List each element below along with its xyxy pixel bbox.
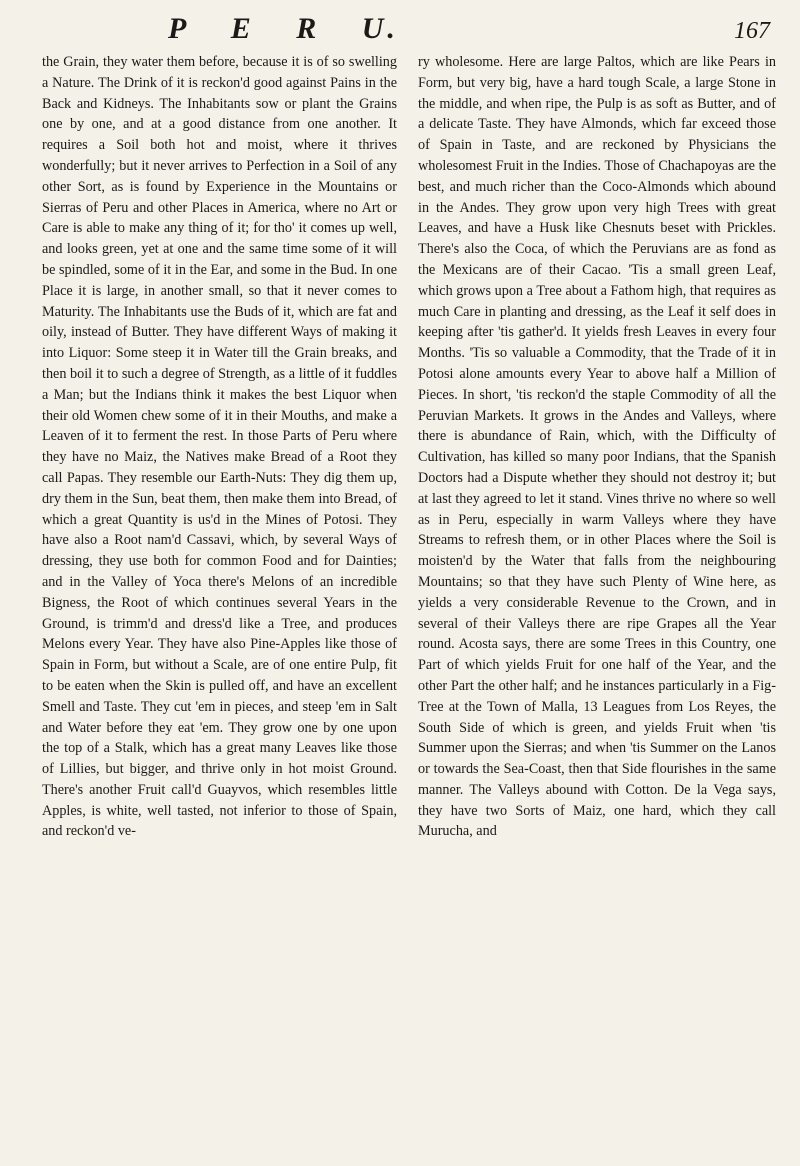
right-column (418, 52, 776, 842)
running-header (0, 10, 800, 50)
page-number: 167 (734, 18, 770, 44)
right-column-text: ry wholesome. Here are large Paltos, which are like Pears in Form, but very big, have a hard tough Scale, a large Stone in the middle, and when ripe, the Pulp is as soft as Butter, and of a delicate Taste. They have Almonds, which far exceed those of Spain in Taste, and are reckoned by Physicians the wholesomest Fruit in the Indies. Those of Chachapoyas are the best, and much richer than the Coco-Almonds which abound in the Andes. They grow upon very high Trees with great Leaves, and have a Husk like Chesnuts beset with Prickles. There's also the Coca, of which the Peruvians are as fond as the Mexicans are of their Cacao. 'Tis a small green Leaf, which grows upon a Tree about a Fathom high, that requires as much Care in planting and dressing, as the Leaf it self does in keeping after 'tis gather'd. It yields fresh Leaves in every four Months. 'Tis so valuable a Commodity, that the Trade of it in Potosi alone amounts every Year to above half a Million of Pieces. In short, 'tis reckon'd the staple Commodity of all the Peruvian Markets. It grows in the Andes and Valleys, where there is abundance of Rain, which, with the Difficulty of Cultivation, has killed so many poor Indians, that the Spanish Doctors had a Dispute whether they should not destroy it; but at last they agreed to let it stand. Vines thrive no where so well as in Peru, especially in warm Valleys where they have Streams to refresh them, or in other Places where the Soil is moisten'd by the Water that falls from the neighbouring Mountains; so that they have such Plenty of Wine here, as yields a very considerable Revenue to the Crown, and in several of their Valleys there are ripe Grapes all the Year round. Acosta says, there are some Trees in this Country, one Part of which yields Fruit for one half of the Year, and the other Part the other half; and he instances particularly in a Fig-Tree at the Town of Malla, 13 Leagues from Los Reyes, the South Side of which is green, and yields Fruit when 'tis Summer upon the Sierras; and when 'tis Summer on the Lanos or towards the Sea-Coast, then that Side flourishes in the same manner. The Valleys abound with Cotton. De la Vega says, they have two Sorts of Maiz, one hard, which they call Murucha, and (418, 54, 776, 840)
left-column-text: the Grain, they water them before, because it is of so swelling a Nature. The Drink of it is reckon'd good against Pains in the Back and Kidneys. The Inhabitants sow or plant the Grains one by one, and at a good distance from one another. It requires a Soil both hot and moist, where it thrives wonderfully; but it never arrives to Perfection in a Soil of any other Sort, as is found by Experience in the Mountains or Sierras of Peru and other Places in America, where no Art or Care is able to make any thing of it; for tho' it comes up well, and looks green, yet at one and the same time some of it will be spindled, some of it in the Ear, and some in the Bud. In one Place it is large, in another small, so that it never comes to Maturity. The Inhabitants use the Buds of it, which are fat and oily, instead of Butter. They have different Ways of making it into Liquor: Some steep it in Water till the Grain breaks, and then boil it to such a degree of Strength, as a little of it fuddles a Man; but the Indians think it makes the best Liquor when their old Women chew some of it in their Mouths, and make a Leaven of it to ferment the rest. In those Parts of Peru where they have no Maiz, the Natives make Bread of a Root they call Papas. They resemble our Earth-Nuts: They dig them up, dry them in the Sun, beat them, then make them into Bread, of which a great Quantity is us'd in the Mines of Potosi. They have also a Root nam'd Cassavi, which, by several Ways of dressing, they use both for common Food and for Dainties; and in the Valley of Yoca there's Melons of an incredible Bigness, the Root of which continues several Years in the Ground, is trimm'd and dress'd like a Tree, and produces Melons every Year. They have also Pine-Apples like those of Spain in Form, but without a Scale, are of one entire Pulp, fit to be eaten when the Skin is pulled off, and have an excellent Smell and Taste. They cut 'em in pieces, and steep 'em in Salt and Water before they eat 'em. They grow one by one upon the top of a Stalk, which has a great many Leaves like those of Lillies, but bigger, and thrive only in hot moist Ground. There's another Fruit call'd Guayvos, which resembles little Apples, is white, well tasted, not inferior to those of Spain, and reckon'd ve- (42, 54, 397, 840)
column-gutter (407, 60, 408, 1140)
running-title: P E R U. (168, 12, 399, 45)
left-column (42, 52, 397, 842)
